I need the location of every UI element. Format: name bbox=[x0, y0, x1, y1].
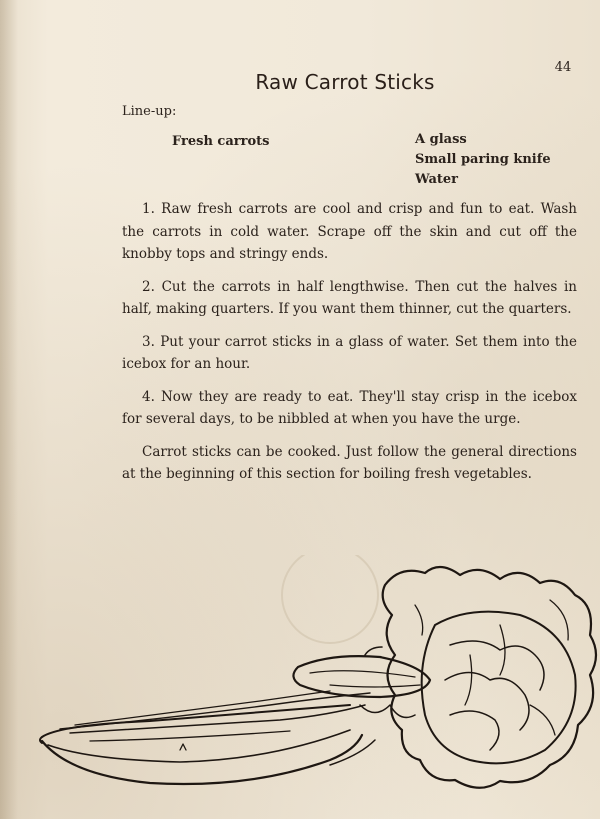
recipe-step: 3. Put your carrot sticks in a glass of water. Set them into the icebox for an hour. bbox=[122, 333, 577, 372]
vegetables-drawing-icon bbox=[30, 555, 600, 819]
page-title: Raw Carrot Sticks bbox=[255, 70, 435, 94]
ingredients-list bbox=[172, 132, 269, 152]
equipment-item: A glass bbox=[415, 132, 467, 147]
equipment-list bbox=[415, 130, 551, 190]
page-spine-shadow bbox=[0, 0, 18, 819]
recipe-body bbox=[122, 198, 577, 496]
recipe-step: 2. Cut the carrots in half lengthwise. Then cut the halves in half, making quarters. If you want them thinner, cut the quarters. bbox=[122, 278, 577, 317]
recipe-step: 1. Raw fresh carrots are cool and crisp and fun to eat. Wash the carrots in cold water. Scrape off the skin and cut off the knobby tops and stringy ends. bbox=[122, 201, 577, 262]
recipe-step: 4. Now they are ready to eat. They'll stay crisp in the icebox for several days, to be nibbled at when you have the urge. bbox=[122, 388, 577, 427]
lineup-label: Line-up: bbox=[122, 104, 177, 119]
recipe-note: Carrot sticks can be cooked. Just follow the general directions at the beginning of this section for boiling fresh vegetables. bbox=[122, 443, 577, 482]
page-number: 44 bbox=[554, 60, 572, 75]
equipment-item: Small paring knife bbox=[415, 152, 551, 167]
ingredient-item: Fresh carrots bbox=[172, 134, 270, 149]
equipment-item: Water bbox=[415, 172, 459, 187]
